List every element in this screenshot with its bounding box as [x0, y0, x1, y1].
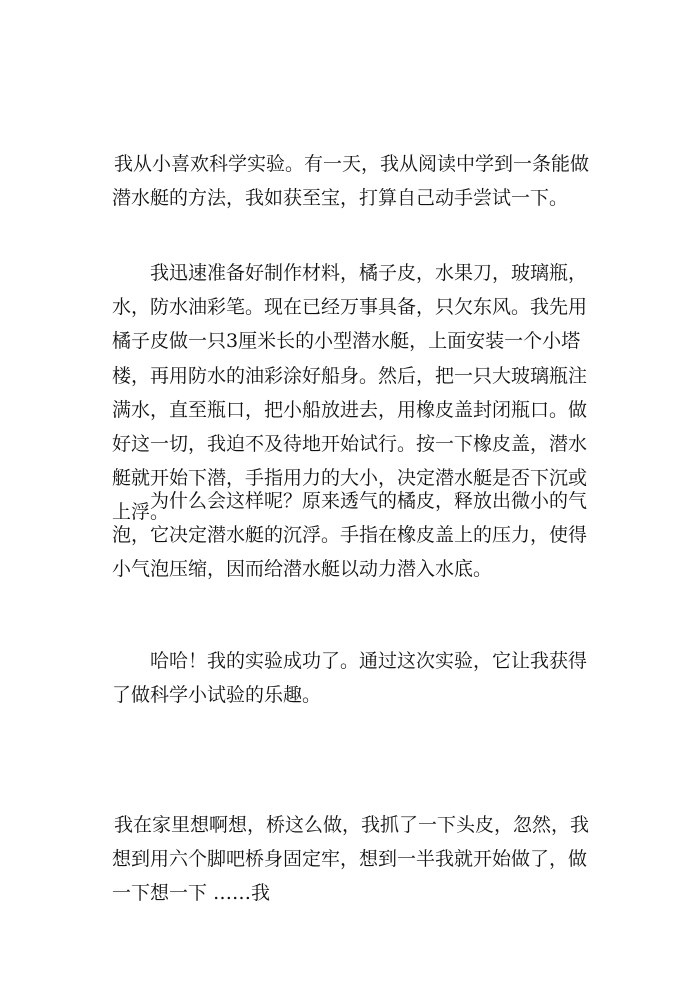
paragraph-3: 为什么会这样呢？原来透气的橘皮，释放出微小的气泡，它决定潜水艇的沉浮。手指在橡皮盖上的压力，使得小气泡压缩，因而给潜水艇以动力潜入水底。	[112, 490, 588, 581]
paragraph-5: 我在家里想啊想，桥这么做，我抓了一下头皮，忽然，我想到用六个脚吧桥身固定牢，想到一半我就开始做了，做一下想一下 ……我	[112, 814, 590, 905]
paragraph-2: 我迅速准备好制作材料，橘子皮，水果刀，玻璃瓶，水，防水油彩笔。现在已经万事具备，只欠东风。我先用橘子皮做一只3厘米长的小型潜水艇，上面安装一个小塔楼，再用防水的油彩涂好船身。然后，把一只大玻璃瓶注满水，直至瓶口，把小船放进去，用橡皮盖封闭瓶口。做好这一切，我迫不及待地开始试行。按一下橡皮盖，潜水艇就开始下潜，手指用力的大小，决定潜水艇是否下沉或上浮。	[112, 262, 588, 524]
paragraph-4: 哈哈！我的实验成功了。通过这次实验，它让我获得了做科学小试验的乐趣。	[112, 650, 588, 707]
paragraph-1: 我从小喜欢科学实验。有一天，我从阅读中学到一条能做潜水艇的方法，我如获至宝，打算自己动手尝试一下。	[112, 153, 590, 210]
